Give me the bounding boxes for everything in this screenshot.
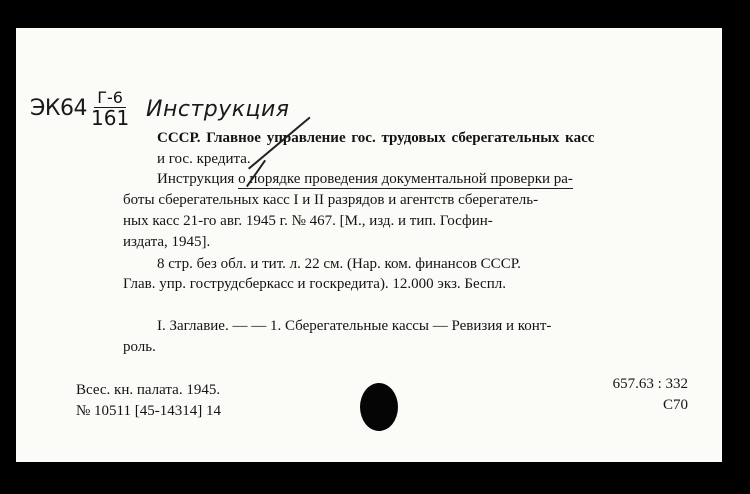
footer-classification: 657.63 : 332: [612, 376, 688, 392]
handwritten-call-number: ЭК64: [30, 96, 87, 121]
catalog-card: [16, 28, 722, 462]
handwritten-shelf-fraction: [91, 90, 129, 129]
entry-collation: 8 стр. без обл. и тит. л. 22 см. (Нар. ком. финансов СССР.: [157, 256, 521, 272]
entry-line-2: и гос. кредита.: [157, 151, 251, 167]
fraction-top: Г-6: [94, 90, 126, 108]
footer-chamber: Всес. кн. палата. 1945.: [76, 382, 221, 398]
footer-number: № 10511 [45-14314] 14: [76, 403, 221, 419]
entry-collation-2: Глав. упр. гострудсберкасс и госкредита). 12.000 экз. Беспл.: [123, 276, 506, 292]
entry-line-5: ных касс 21-го авг. 1945 г. № 467. [М., изд. и тип. Госфин-: [123, 213, 493, 229]
entry-heading: СССР. Главное управление гос. трудовых сберегательных касс: [157, 130, 595, 146]
entry-title-prefix: Инструкция: [157, 171, 235, 187]
entry-tracings-2: роль.: [123, 339, 156, 355]
entry-tracings: I. Заглавие. — — 1. Сберегательные кассы — Ревизия и конт-: [157, 318, 552, 334]
entry-title-line: [157, 172, 573, 187]
entry-line-4: боты сберегательных касс I и II разрядов и агентств сберегатель-: [123, 192, 539, 208]
ink-blot: [360, 383, 398, 431]
footer-code: С70: [662, 397, 688, 413]
entry-title-underlined: о порядке проведения документальной проверки ра-: [238, 171, 573, 187]
handwritten-title: Инструкция: [146, 97, 290, 122]
entry-line-6: издата, 1945].: [123, 234, 211, 250]
fraction-bottom: 161: [91, 105, 130, 130]
